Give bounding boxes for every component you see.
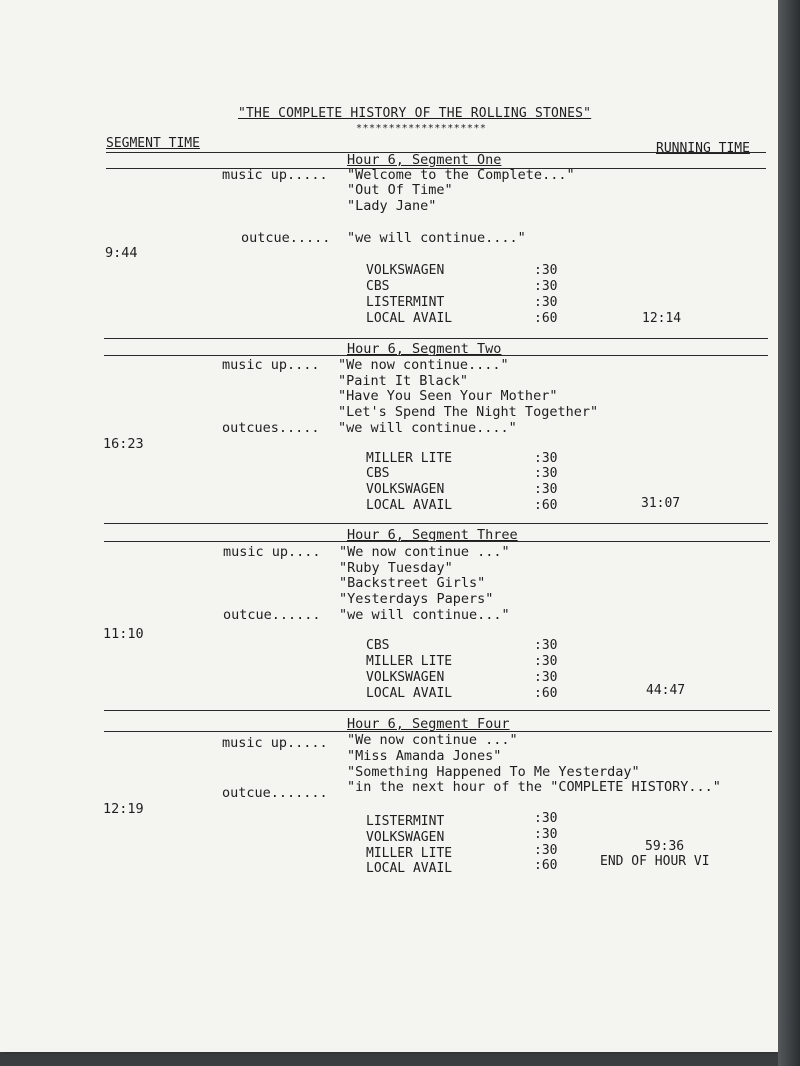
script-line: "We now continue...." bbox=[338, 357, 509, 373]
outcue-label: outcue...... bbox=[223, 607, 321, 623]
segment-heading: Hour 6, Segment Three bbox=[347, 527, 518, 543]
ad-name: VOLKSWAGEN bbox=[366, 263, 445, 278]
script-line: "Have You Seen Your Mother" bbox=[338, 388, 558, 404]
ad-name: VOLKSWAGEN bbox=[366, 830, 445, 845]
ad-duration: :30 bbox=[534, 482, 558, 497]
running-time: 31:07 bbox=[641, 496, 681, 511]
ad-duration: :30 bbox=[534, 827, 558, 842]
ad-name: LISTERMINT bbox=[366, 814, 445, 829]
segment-heading: Hour 6, Segment Four bbox=[347, 716, 510, 732]
running-time: 44:47 bbox=[646, 683, 686, 698]
script-line: "Lady Jane" bbox=[347, 198, 437, 214]
running-time: 12:14 bbox=[642, 311, 682, 326]
ad-duration: :30 bbox=[534, 670, 558, 685]
ad-name: CBS bbox=[366, 279, 390, 294]
outcue-text: "in the next hour of the "COMPLETE HISTORY..." bbox=[347, 779, 721, 795]
outcue-label: outcues..... bbox=[222, 420, 320, 436]
outcue-label: outcue..... bbox=[241, 230, 331, 246]
outcue-text: "we will continue...." bbox=[338, 420, 517, 436]
ad-duration: :30 bbox=[534, 638, 558, 653]
ad-name: VOLKSWAGEN bbox=[366, 482, 445, 497]
outcue-text: "we will continue..." bbox=[339, 607, 510, 623]
music-up-label: music up.... bbox=[222, 357, 320, 373]
ad-duration: :30 bbox=[534, 466, 558, 481]
segment-heading: Hour 6, Segment One bbox=[347, 152, 502, 168]
ad-name: LOCAL AVAIL bbox=[366, 861, 453, 876]
music-up-label: music up..... bbox=[222, 735, 328, 751]
segment-time: 11:10 bbox=[103, 626, 144, 642]
script-line: "Out Of Time" bbox=[347, 182, 453, 198]
script-line: "Backstreet Girls" bbox=[339, 575, 486, 591]
end-of-hour-note: END OF HOUR VI bbox=[600, 854, 710, 869]
segment-time: 16:23 bbox=[103, 436, 144, 452]
ad-duration: :30 bbox=[534, 811, 558, 826]
ad-duration: :30 bbox=[534, 843, 558, 858]
ad-name: MILLER LITE bbox=[366, 846, 453, 861]
document-title: "THE COMPLETE HISTORY OF THE ROLLING STONES" bbox=[238, 106, 592, 121]
segment-heading: Hour 6, Segment Two bbox=[347, 341, 502, 357]
script-line: "Paint It Black" bbox=[338, 373, 469, 389]
ad-name: LOCAL AVAIL bbox=[366, 686, 453, 701]
table-edge bbox=[778, 0, 800, 1066]
title-stars: ******************** bbox=[356, 123, 487, 134]
ad-name: MILLER LITE bbox=[366, 451, 453, 466]
running-time-header: RUNNING TIME bbox=[656, 141, 750, 156]
script-line: "We now continue ..." bbox=[339, 544, 510, 560]
ad-duration: :30 bbox=[534, 654, 558, 669]
script-line: "Let's Spend The Night Together" bbox=[338, 404, 599, 420]
segment-time: 9:44 bbox=[105, 245, 138, 261]
script-line: "Something Happened To Me Yesterday" bbox=[347, 764, 640, 780]
ad-name: LOCAL AVAIL bbox=[366, 498, 453, 513]
segment-time: 12:19 bbox=[103, 801, 144, 817]
ad-duration: :30 bbox=[534, 451, 558, 466]
script-line: "Ruby Tuesday" bbox=[339, 560, 453, 576]
ad-duration: :60 bbox=[534, 311, 558, 326]
outcue-text: "we will continue...." bbox=[347, 230, 526, 246]
script-line: "We now continue ..." bbox=[347, 732, 518, 748]
ad-name: CBS bbox=[366, 638, 390, 653]
running-time: 59:36 bbox=[645, 839, 685, 854]
script-line: "Yesterdays Papers" bbox=[339, 591, 494, 607]
music-up-label: music up.... bbox=[223, 544, 321, 560]
script-line: "Welcome to the Complete..." bbox=[347, 167, 575, 183]
ad-name: MILLER LITE bbox=[366, 654, 453, 669]
outcue-label: outcue....... bbox=[222, 785, 328, 801]
ad-duration: :30 bbox=[534, 295, 558, 310]
segment-time-header: SEGMENT TIME bbox=[106, 136, 200, 151]
ad-duration: :30 bbox=[534, 263, 558, 278]
ad-duration: :60 bbox=[534, 858, 558, 873]
ad-duration: :30 bbox=[534, 279, 558, 294]
ad-name: CBS bbox=[366, 466, 390, 481]
ad-name: LOCAL AVAIL bbox=[366, 311, 453, 326]
music-up-label: music up..... bbox=[222, 167, 328, 183]
script-line: "Miss Amanda Jones" bbox=[347, 748, 502, 764]
ad-name: VOLKSWAGEN bbox=[366, 670, 445, 685]
ad-name: LISTERMINT bbox=[366, 295, 445, 310]
ad-duration: :60 bbox=[534, 686, 558, 701]
ad-duration: :60 bbox=[534, 498, 558, 513]
